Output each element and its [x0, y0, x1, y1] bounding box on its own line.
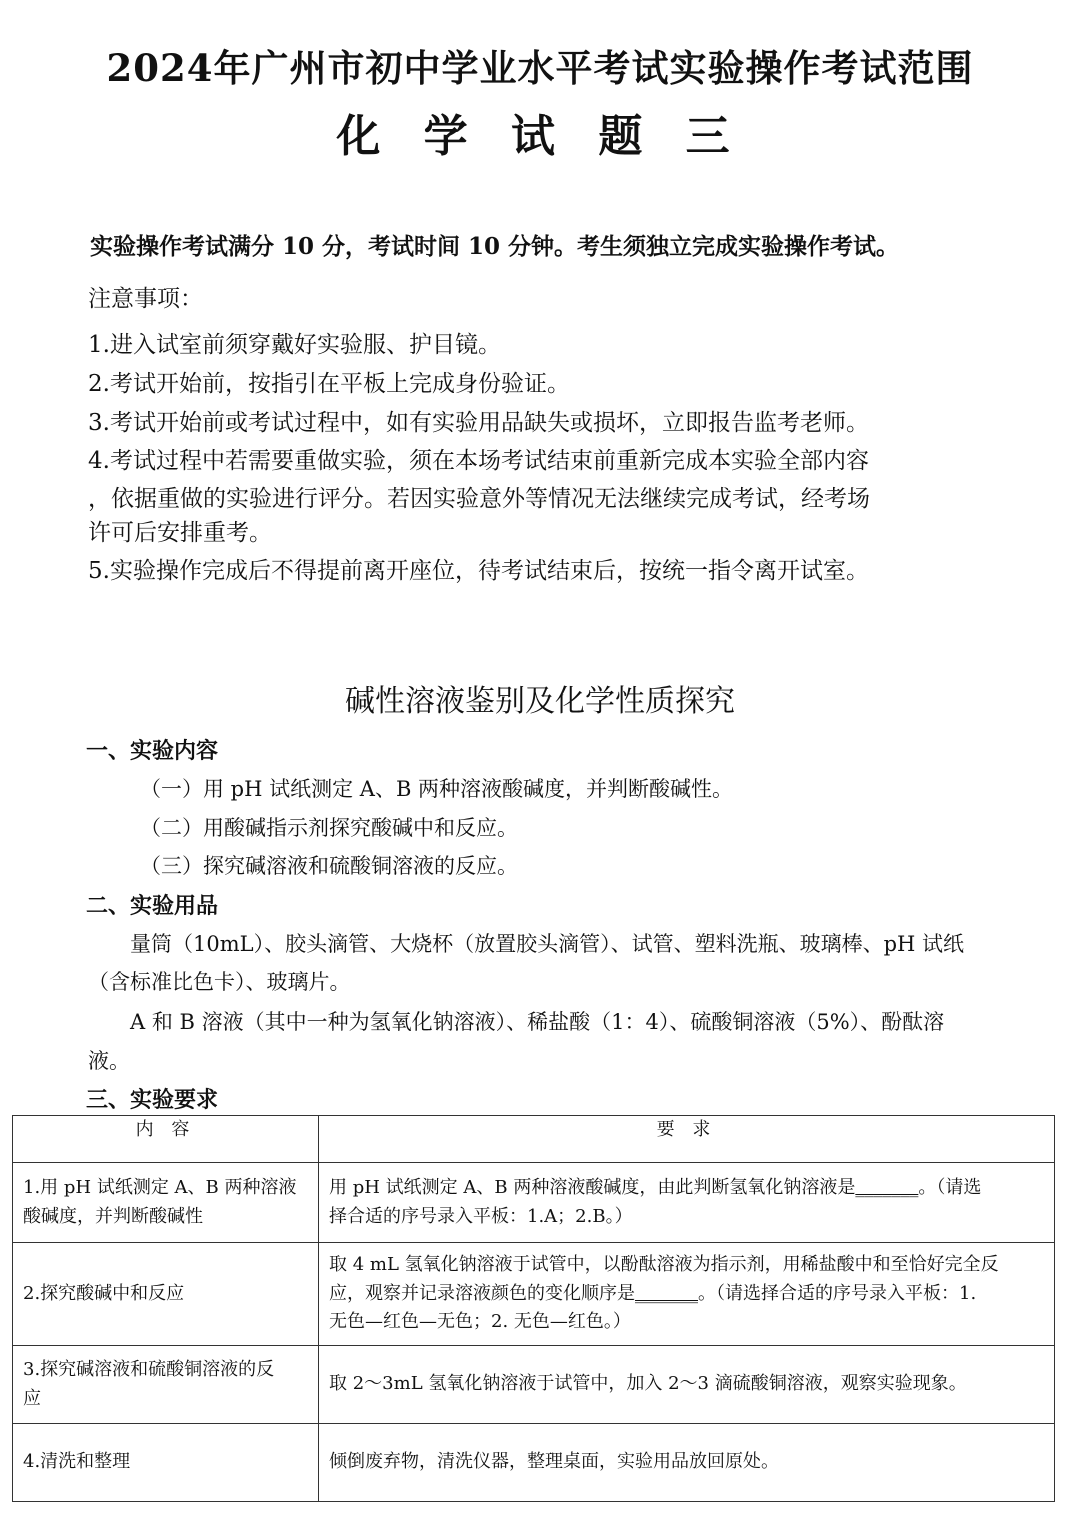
materials-line: （含标准比色卡）、玻璃片。 [88, 970, 351, 994]
materials-line: 液。 [88, 1049, 130, 1073]
answer-blank: _______ [855, 1176, 919, 1198]
cell-line: 无色—红色—无色；2. 无色—红色。） [329, 1311, 631, 1333]
cell-line: 1.用 pH 试纸测定 A、B 两种溶液 [23, 1176, 297, 1198]
section-heading-requirements: 三、实验要求 [86, 1087, 219, 1113]
cell-line: 取 4 mL 氢氧化钠溶液于试管中，以酚酞溶液为指示剂，用稀盐酸中和至恰好完全反 [329, 1253, 999, 1275]
note-item: 3.考试开始前或考试过程中，如有实验用品缺失或损坏，立即报告监考老师。 [88, 410, 869, 436]
note-item: ，依据重做的实验进行评分。若因实验意外等情况无法继续完成考试，经考场 [88, 486, 870, 512]
cell-line: 。（请选 [918, 1176, 982, 1198]
cell-line: 3.探究碱溶液和硫酸铜溶液的反 [23, 1358, 275, 1380]
row-content-cell [13, 1424, 319, 1502]
table-header-requirement: 要 求 [319, 1116, 1055, 1163]
cell-line: 应 [23, 1387, 41, 1409]
table-row [13, 1163, 1055, 1243]
table-row [13, 1346, 1055, 1424]
cell-line: 。（请选择合适的序号录入平板：1. [698, 1282, 977, 1304]
cell-line: 应，观察并记录溶液颜色的变化顺序是 [329, 1282, 635, 1304]
row-requirement-cell [319, 1243, 1055, 1346]
cell-line: 取 2～3mL 氢氧化钠溶液于试管中，加入 2～3 滴硫酸铜溶液，观察实验现象。 [329, 1373, 967, 1395]
row-content-cell [13, 1346, 319, 1424]
section-heading-content: 一、实验内容 [86, 738, 219, 764]
note-item: 4.考试过程中若需要重做实验，须在本场考试结束前重新完成本实验全部内容 [88, 448, 869, 474]
content-item: （一）用 pH 试纸测定 A、B 两种溶液酸碱度，并判断酸碱性。 [140, 777, 734, 801]
note-item: 许可后安排重考。 [88, 520, 272, 546]
cell-line: 2.探究酸碱中和反应 [23, 1282, 185, 1304]
note-item: 1.进入试室前须穿戴好实验服、护目镜。 [88, 332, 501, 358]
requirements-table [12, 1115, 1055, 1502]
row-content-cell [13, 1243, 319, 1346]
answer-blank: _______ [635, 1282, 698, 1304]
exam-intro: 实验操作考试满分 10 分，考试时间 10 分钟。考生须独立完成实验操作考试。 [90, 233, 900, 260]
table-header-content: 内 容 [13, 1116, 319, 1163]
cell-line: 倾倒废弃物，清洗仪器，整理桌面，实验用品放回原处。 [329, 1451, 779, 1473]
row-requirement-cell [319, 1424, 1055, 1502]
row-content-cell [13, 1163, 319, 1243]
note-item: 5.实验操作完成后不得提前离开座位，待考试结束后，按统一指令离开试室。 [88, 558, 869, 584]
notes-heading: 注意事项： [88, 286, 203, 312]
cell-line: 用 pH 试纸测定 A、B 两种溶液酸碱度，由此判断氢氧化钠溶液是 [329, 1176, 856, 1198]
content-item: （三）探究碱溶液和硫酸铜溶液的反应。 [140, 854, 518, 878]
section-heading-materials: 二、实验用品 [86, 893, 219, 919]
page-title: 2024年广州市初中学业水平考试实验操作考试范围 [106, 46, 974, 90]
experiment-topic: 碱性溶液鉴别及化学性质探究 [345, 684, 735, 719]
row-requirement-cell [319, 1163, 1055, 1243]
table-row [13, 1424, 1055, 1502]
materials-line: A 和 B 溶液（其中一种为氢氧化钠溶液）、稀盐酸（1：4）、硫酸铜溶液（5%）、酚酞溶 [130, 1010, 945, 1034]
table-row [13, 1243, 1055, 1346]
cell-line: 择合适的序号录入平板：1.A；2.B。） [329, 1205, 633, 1227]
note-item: 2.考试开始前，按指引在平板上完成身份验证。 [88, 371, 570, 397]
cell-line: 酸碱度，并判断酸碱性 [23, 1205, 203, 1227]
content-item: （二）用酸碱指示剂探究酸碱中和反应。 [140, 816, 518, 840]
materials-line: 量筒（10mL）、胶头滴管、大烧杯（放置胶头滴管）、试管、塑料洗瓶、玻璃棒、pH 试纸 [130, 932, 965, 956]
table-header-row [13, 1116, 1055, 1163]
cell-line: 4.清洗和整理 [23, 1451, 131, 1473]
row-requirement-cell [319, 1346, 1055, 1424]
page-subtitle: 化 学 试 题 三 [336, 111, 744, 162]
